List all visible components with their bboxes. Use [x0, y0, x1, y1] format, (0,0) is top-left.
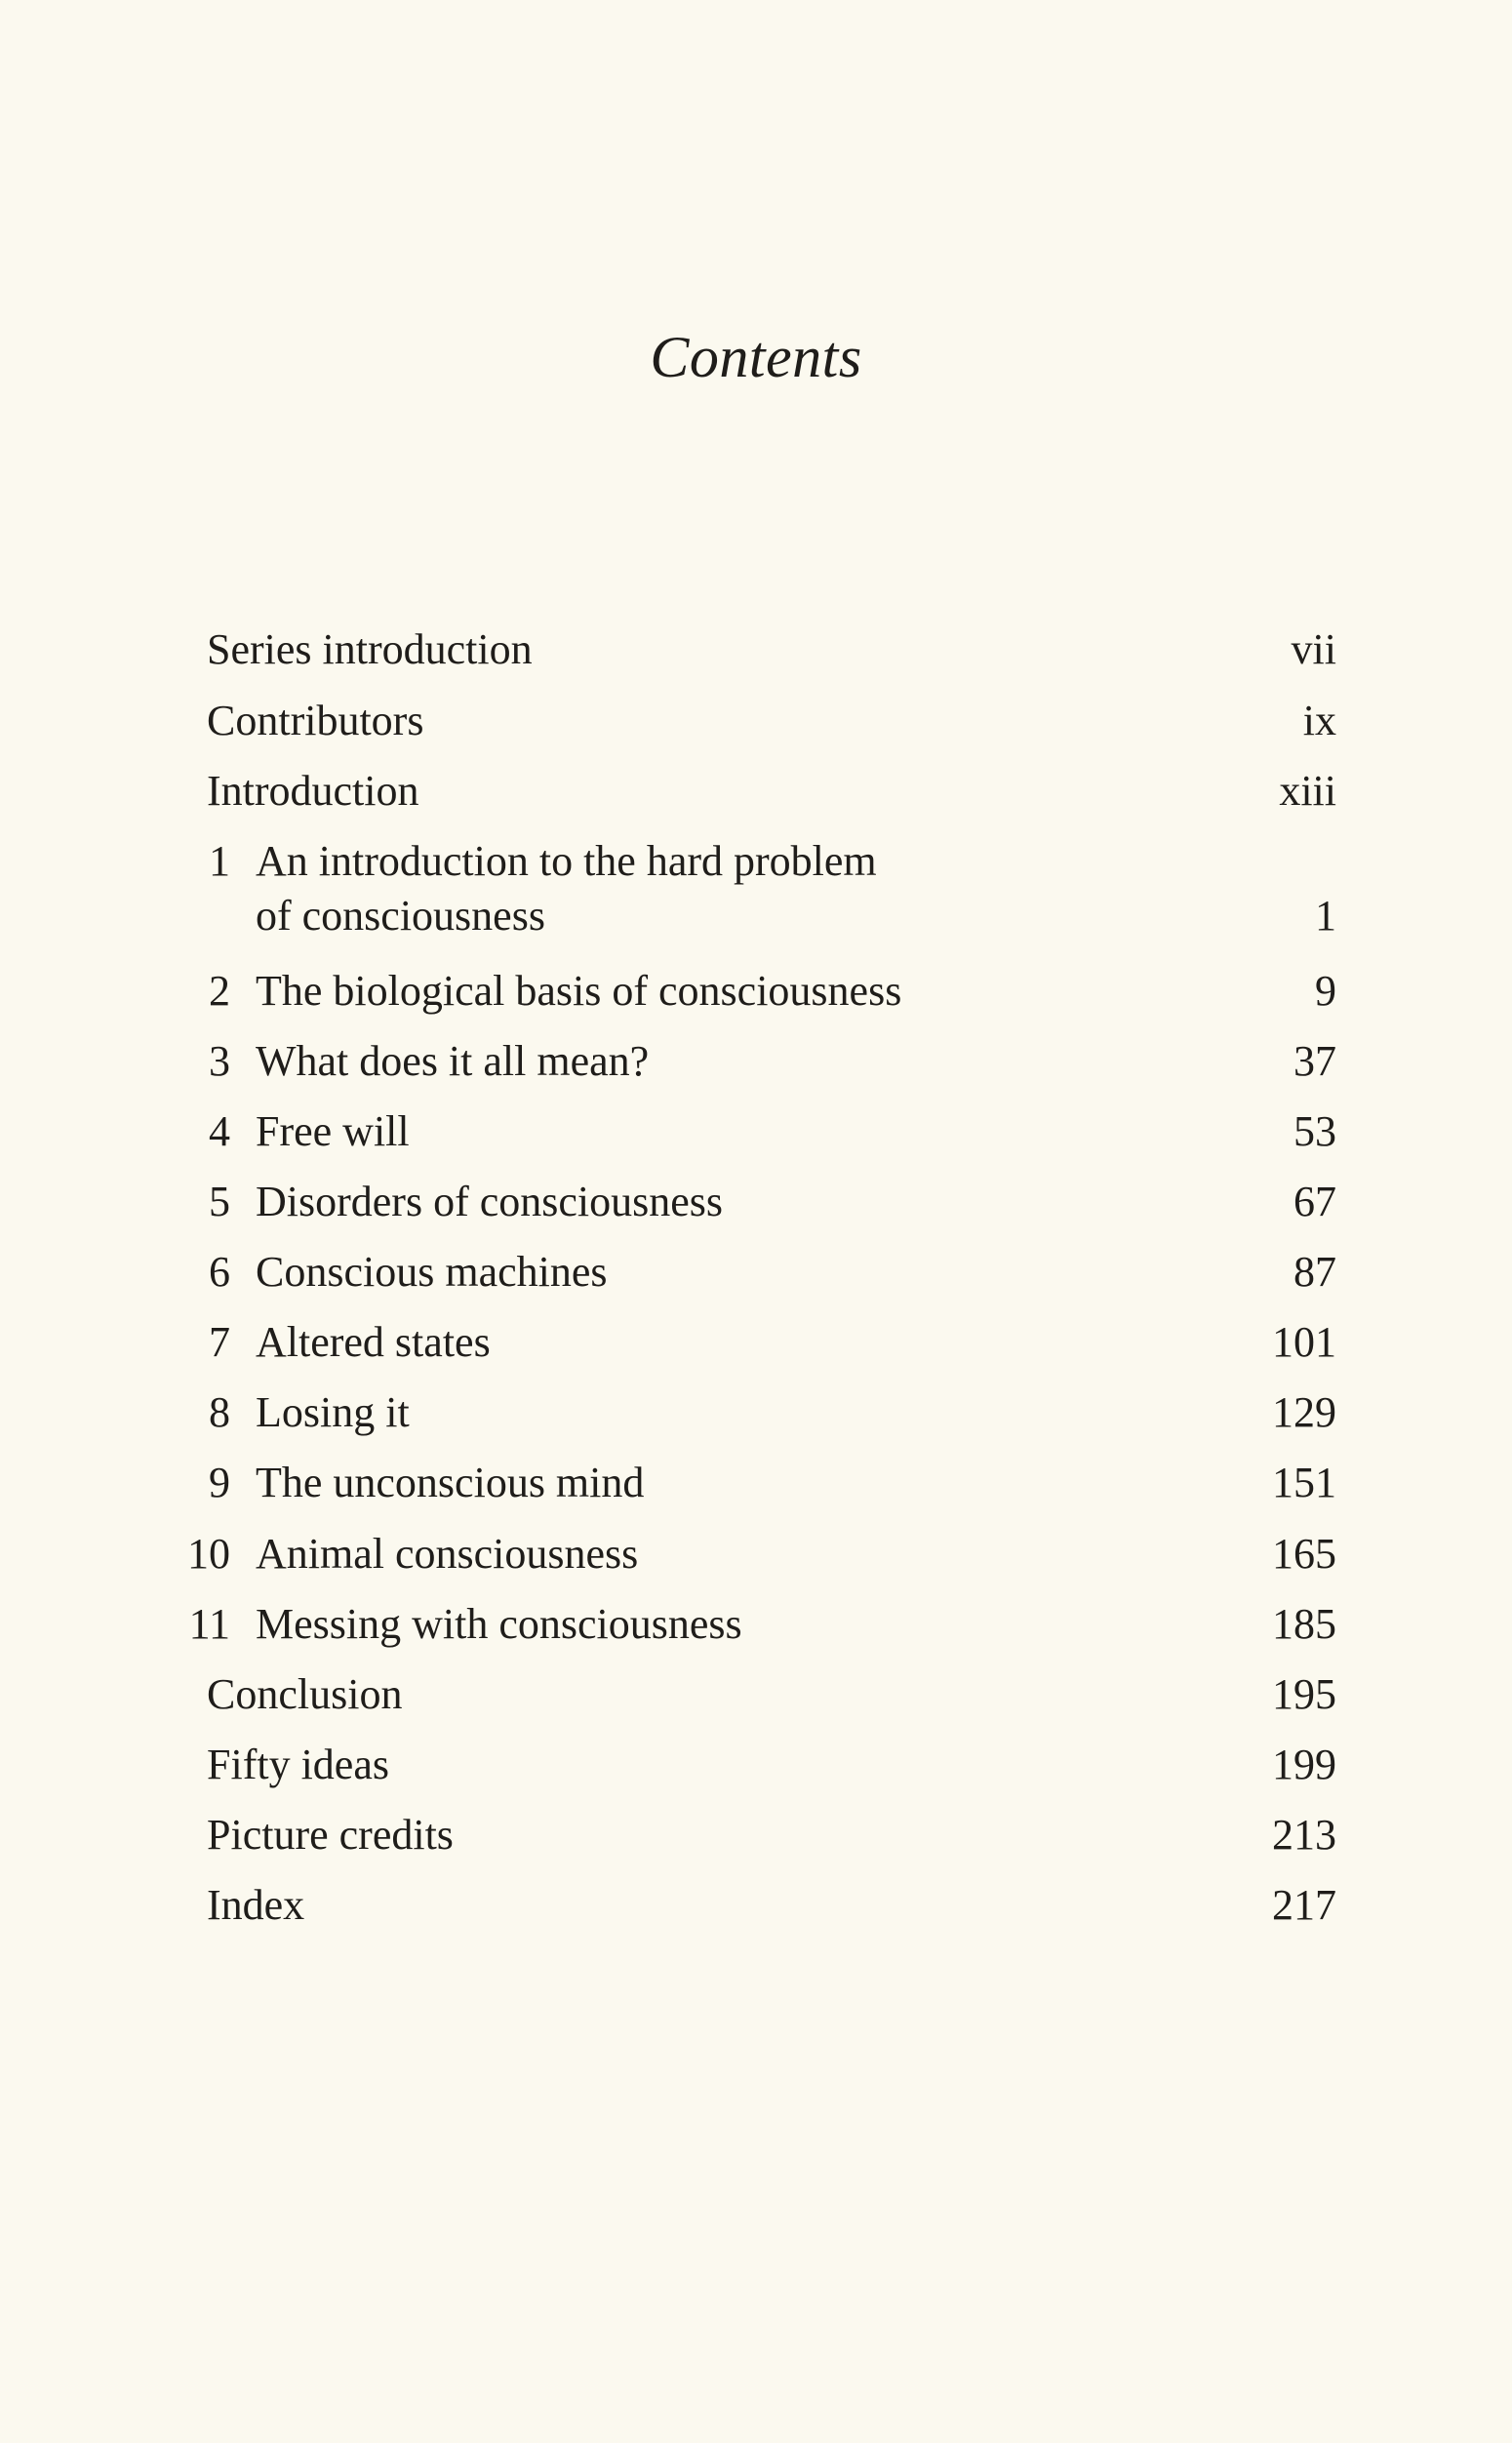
- toc-entry-chapter-4[interactable]: [0, 1101, 1512, 1163]
- chapter-number: 1: [209, 837, 230, 885]
- toc-entry-title: Free will: [256, 1107, 410, 1155]
- toc-entry-index[interactable]: [0, 1874, 1512, 1937]
- toc-entry-title: Conclusion: [207, 1670, 403, 1718]
- chapter-number: 11: [188, 1600, 230, 1648]
- toc-entry-page: xiii: [1279, 767, 1336, 815]
- toc-entry-title: An introduction to the hard problem: [256, 837, 877, 885]
- chapter-number: 8: [209, 1388, 230, 1436]
- chapter-number: 5: [209, 1178, 230, 1225]
- toc-entry-title: Conscious machines: [256, 1248, 608, 1296]
- toc-entry-title: Animal consciousness: [256, 1530, 639, 1578]
- toc-entry-title: Introduction: [207, 767, 419, 815]
- toc-entry-chapter-9[interactable]: [0, 1452, 1512, 1514]
- toc-entry-page: 9: [1315, 967, 1336, 1015]
- toc-entry-page: ix: [1302, 697, 1336, 744]
- toc-entry-title: Fifty ideas: [207, 1741, 389, 1788]
- toc-entry-chapter-1[interactable]: [0, 830, 1512, 955]
- chapter-number: 7: [209, 1318, 230, 1366]
- chapter-number: 9: [209, 1459, 230, 1506]
- chapter-number: 10: [187, 1530, 230, 1578]
- chapter-number: 6: [209, 1248, 230, 1296]
- toc-entry-title: Series introduction: [207, 625, 533, 673]
- chapter-number: 4: [209, 1107, 230, 1155]
- toc-entry-title: What does it all mean?: [256, 1037, 650, 1085]
- toc-entry-page: 217: [1272, 1881, 1336, 1929]
- toc-entry-picture-credits[interactable]: [0, 1804, 1512, 1866]
- toc-entry-conclusion[interactable]: [0, 1663, 1512, 1726]
- toc-entry-page: 101: [1272, 1318, 1336, 1366]
- toc-entry-title: Messing with consciousness: [256, 1600, 742, 1648]
- page-title: Contents: [650, 325, 862, 389]
- toc-entry-page: 53: [1293, 1107, 1336, 1155]
- chapter-number: 3: [209, 1037, 230, 1085]
- toc-entry-chapter-5[interactable]: [0, 1171, 1512, 1233]
- toc-entry-page: 129: [1272, 1388, 1336, 1436]
- toc-entry-chapter-6[interactable]: [0, 1241, 1512, 1303]
- toc-entry-title: Altered states: [256, 1318, 491, 1366]
- toc-entry-contributors[interactable]: [0, 690, 1512, 752]
- toc-entry-page: 151: [1272, 1459, 1336, 1506]
- toc-entry-chapter-10[interactable]: [0, 1523, 1512, 1585]
- toc-entry-title: Contributors: [207, 697, 424, 744]
- toc-entry-page: 1: [1315, 892, 1336, 940]
- toc-entry-title-continuation: of consciousness: [256, 892, 545, 940]
- toc-entry-title: Index: [207, 1881, 305, 1929]
- toc-entry-chapter-11[interactable]: [0, 1593, 1512, 1656]
- toc-entry-page: 213: [1272, 1811, 1336, 1859]
- toc-entry-chapter-3[interactable]: [0, 1030, 1512, 1093]
- toc-entry-chapter-8[interactable]: [0, 1382, 1512, 1444]
- toc-entry-series-introduction[interactable]: [0, 619, 1512, 681]
- toc-entry-title: Picture credits: [207, 1811, 454, 1859]
- toc-entry-page: 165: [1272, 1530, 1336, 1578]
- toc-entry-title: The unconscious mind: [256, 1459, 645, 1506]
- toc-entry-page: vii: [1291, 625, 1336, 673]
- toc-entry-chapter-2[interactable]: [0, 960, 1512, 1022]
- toc-entry-title: Losing it: [256, 1388, 410, 1436]
- toc-entry-page: 185: [1272, 1600, 1336, 1648]
- toc-entry-page: 37: [1293, 1037, 1336, 1085]
- toc-entry-introduction[interactable]: [0, 760, 1512, 822]
- toc-entry-title: The biological basis of consciousness: [256, 967, 902, 1015]
- toc-entry-title: Disorders of consciousness: [256, 1178, 724, 1225]
- toc-entry-chapter-7[interactable]: [0, 1311, 1512, 1374]
- chapter-number: 2: [209, 967, 230, 1015]
- toc-entry-fifty-ideas[interactable]: [0, 1734, 1512, 1796]
- toc-entry-page: 199: [1272, 1741, 1336, 1788]
- toc-entry-page: 195: [1272, 1670, 1336, 1718]
- toc-entry-page: 87: [1293, 1248, 1336, 1296]
- toc-entry-page: 67: [1293, 1178, 1336, 1225]
